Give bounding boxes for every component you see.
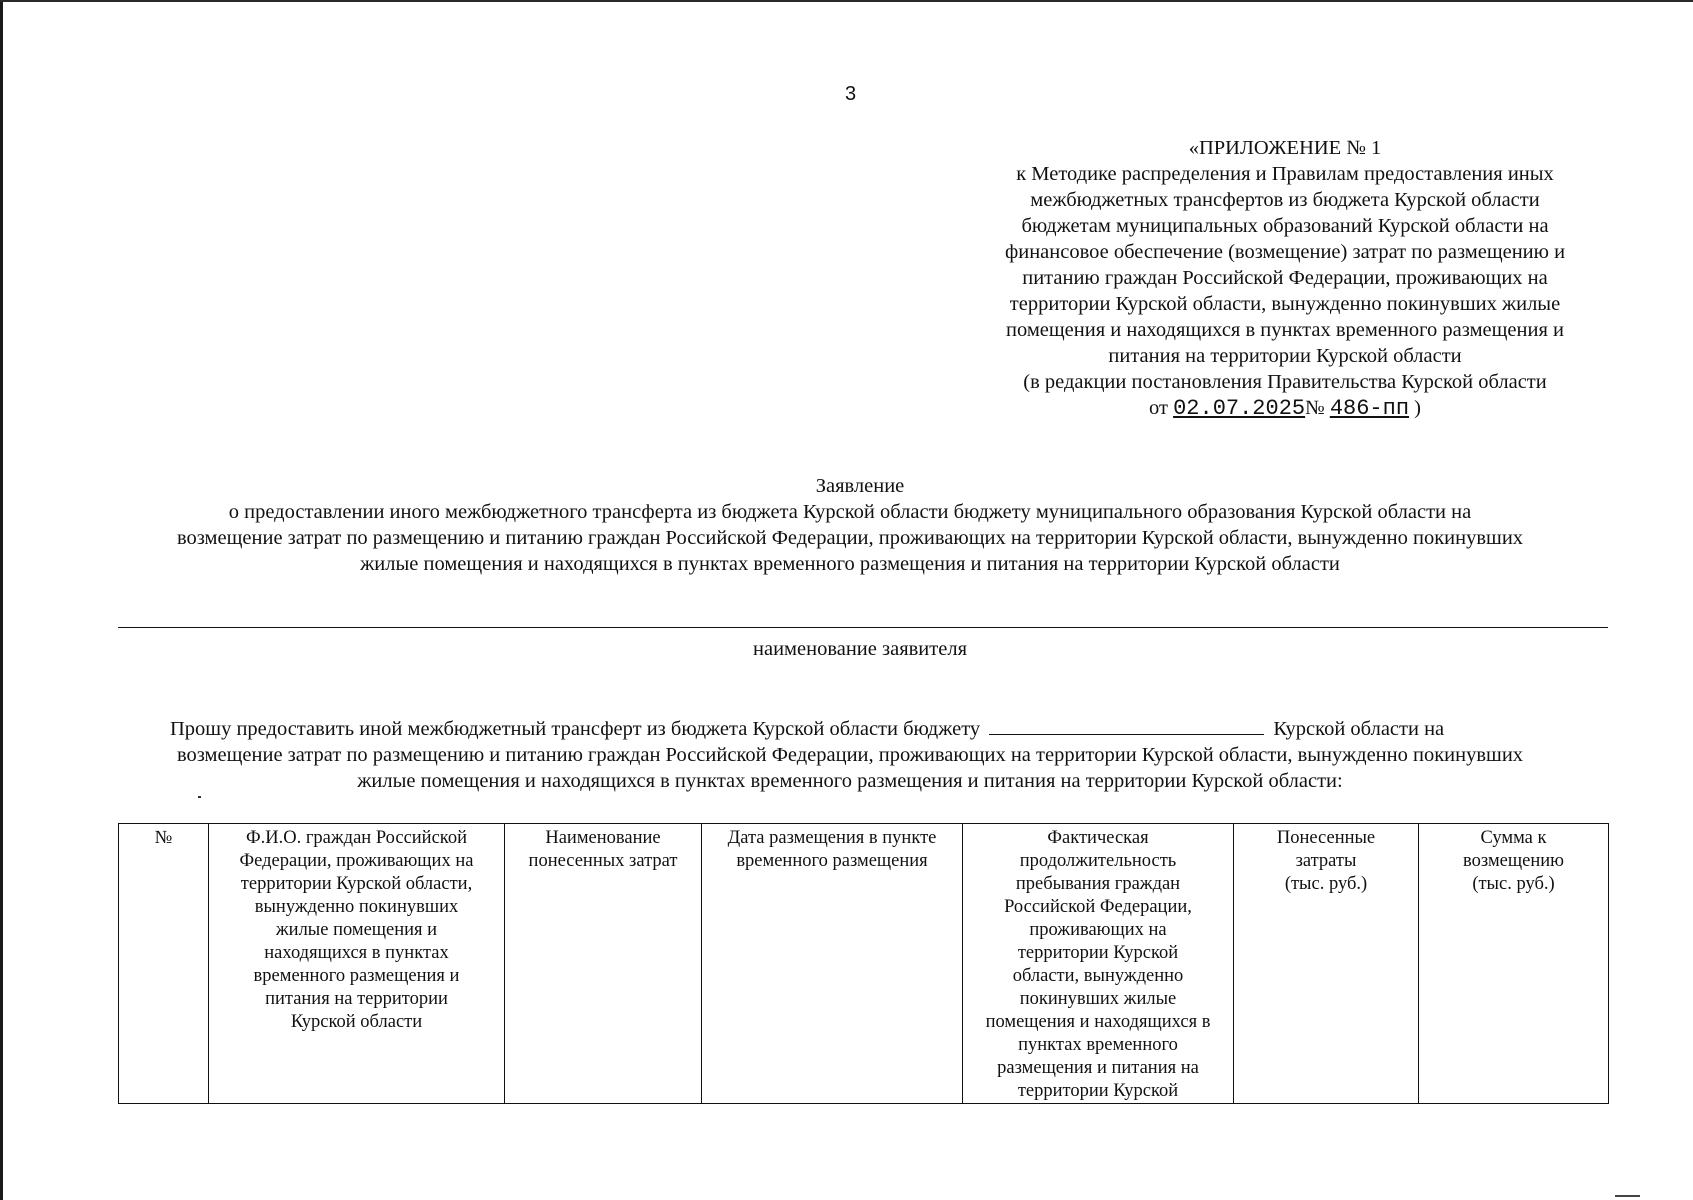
col-number-header: № bbox=[119, 824, 209, 1104]
document-date: 02.07.2025 bbox=[1173, 396, 1306, 421]
col-citizen-name-header: Ф.И.О. граждан Российской Федерации, проживающих на территории Курской области, вынужденно покинувших жилые помещения и находящихся в пунктах временного размещения и питания на территории Курской области bbox=[209, 824, 505, 1104]
appendix-line: помещения и находящихся в пунктах временного размещения и bbox=[1005, 319, 1564, 341]
appendix-line: межбюджетных трансфертов из бюджета Курской области bbox=[1030, 189, 1540, 211]
page-edge-left bbox=[0, 0, 3, 1200]
scan-speck bbox=[198, 796, 201, 798]
date-prefix: от bbox=[1149, 397, 1168, 419]
request-line bbox=[100, 716, 1600, 742]
appendix-date-line bbox=[975, 395, 1595, 422]
statement-line: возмещение затрат по размещению и питанию граждан Российской Федерации, проживающих на территории Курской области, вынужденно покинувших bbox=[176, 527, 1524, 549]
col-stay-duration-header: Фактическая продолжительность пребывания граждан Российской Федерации, проживающих на территории Курской области, вынужденно покинувших жилые помещения и находящихся в пунктах временного размещения и питания на территории Курской bbox=[963, 824, 1234, 1104]
appendix-line: финансовое обеспечение (возмещение) затрат по размещению и bbox=[1004, 241, 1566, 263]
request-text-start: Прошу предоставить иной межбюджетный трансферт из бюджета Курской области бюджету bbox=[170, 718, 981, 740]
appendix-line: территории Курской области, вынужденно покинувших жилые bbox=[1009, 293, 1561, 315]
applicant-caption: наименование заявителя bbox=[753, 638, 967, 660]
appendix-line: питания на территории Курской области bbox=[1108, 345, 1462, 367]
statement-line: жилые помещения и находящихся в пунктах временного размещения и питания на территории Курской области bbox=[360, 553, 1340, 575]
statement-line: о предоставлении иного межбюджетного трансферта из бюджета Курской области бюджету муниципального образования Курской области на bbox=[228, 501, 1472, 523]
statement-title: Заявление bbox=[815, 475, 905, 497]
document-number: 486-пп bbox=[1329, 396, 1410, 421]
appendix-line: (в редакции постановления Правительства Курской области bbox=[1023, 371, 1547, 393]
appendix-block bbox=[975, 135, 1595, 422]
scan-mark bbox=[1615, 1195, 1640, 1197]
page-number: 3 bbox=[845, 83, 857, 105]
request-line: жилые помещения и находящихся в пунктах временного размещения и питания на территории Курской области: bbox=[357, 770, 1343, 792]
col-expense-name-header: Наименование понесенных затрат bbox=[505, 824, 702, 1104]
applicant-name-field[interactable] bbox=[118, 627, 1608, 628]
expense-table bbox=[118, 823, 1609, 1104]
col-reimbursement-header: Сумма к возмещению (тыс. руб.) bbox=[1419, 824, 1609, 1104]
request-text-end: Курской области на bbox=[1273, 718, 1445, 740]
request-line: возмещение затрат по размещению и питанию граждан Российской Федерации, проживающих на территории Курской области, вынужденно покинувших bbox=[176, 744, 1524, 766]
closing-paren: ) bbox=[1414, 397, 1421, 419]
request-paragraph bbox=[100, 716, 1600, 794]
municipality-blank-field[interactable] bbox=[989, 716, 1264, 735]
statement-subtitle bbox=[100, 499, 1600, 577]
page-edge-top bbox=[0, 0, 1693, 2]
appendix-line: к Методике распределения и Правилам предоставления иных bbox=[1016, 163, 1554, 185]
number-sign: № bbox=[1305, 397, 1325, 419]
col-placement-date-header: Дата размещения в пункте временного размещения bbox=[702, 824, 963, 1104]
appendix-line: питанию граждан Российской Федерации, проживающих на bbox=[1022, 267, 1548, 289]
table-header-row bbox=[119, 824, 1609, 1104]
appendix-line: «ПРИЛОЖЕНИЕ № 1 bbox=[1188, 137, 1382, 159]
appendix-line: бюджетам муниципальных образований Курской области на bbox=[1021, 215, 1549, 237]
col-incurred-costs-header: Понесенные затраты (тыс. руб.) bbox=[1234, 824, 1419, 1104]
